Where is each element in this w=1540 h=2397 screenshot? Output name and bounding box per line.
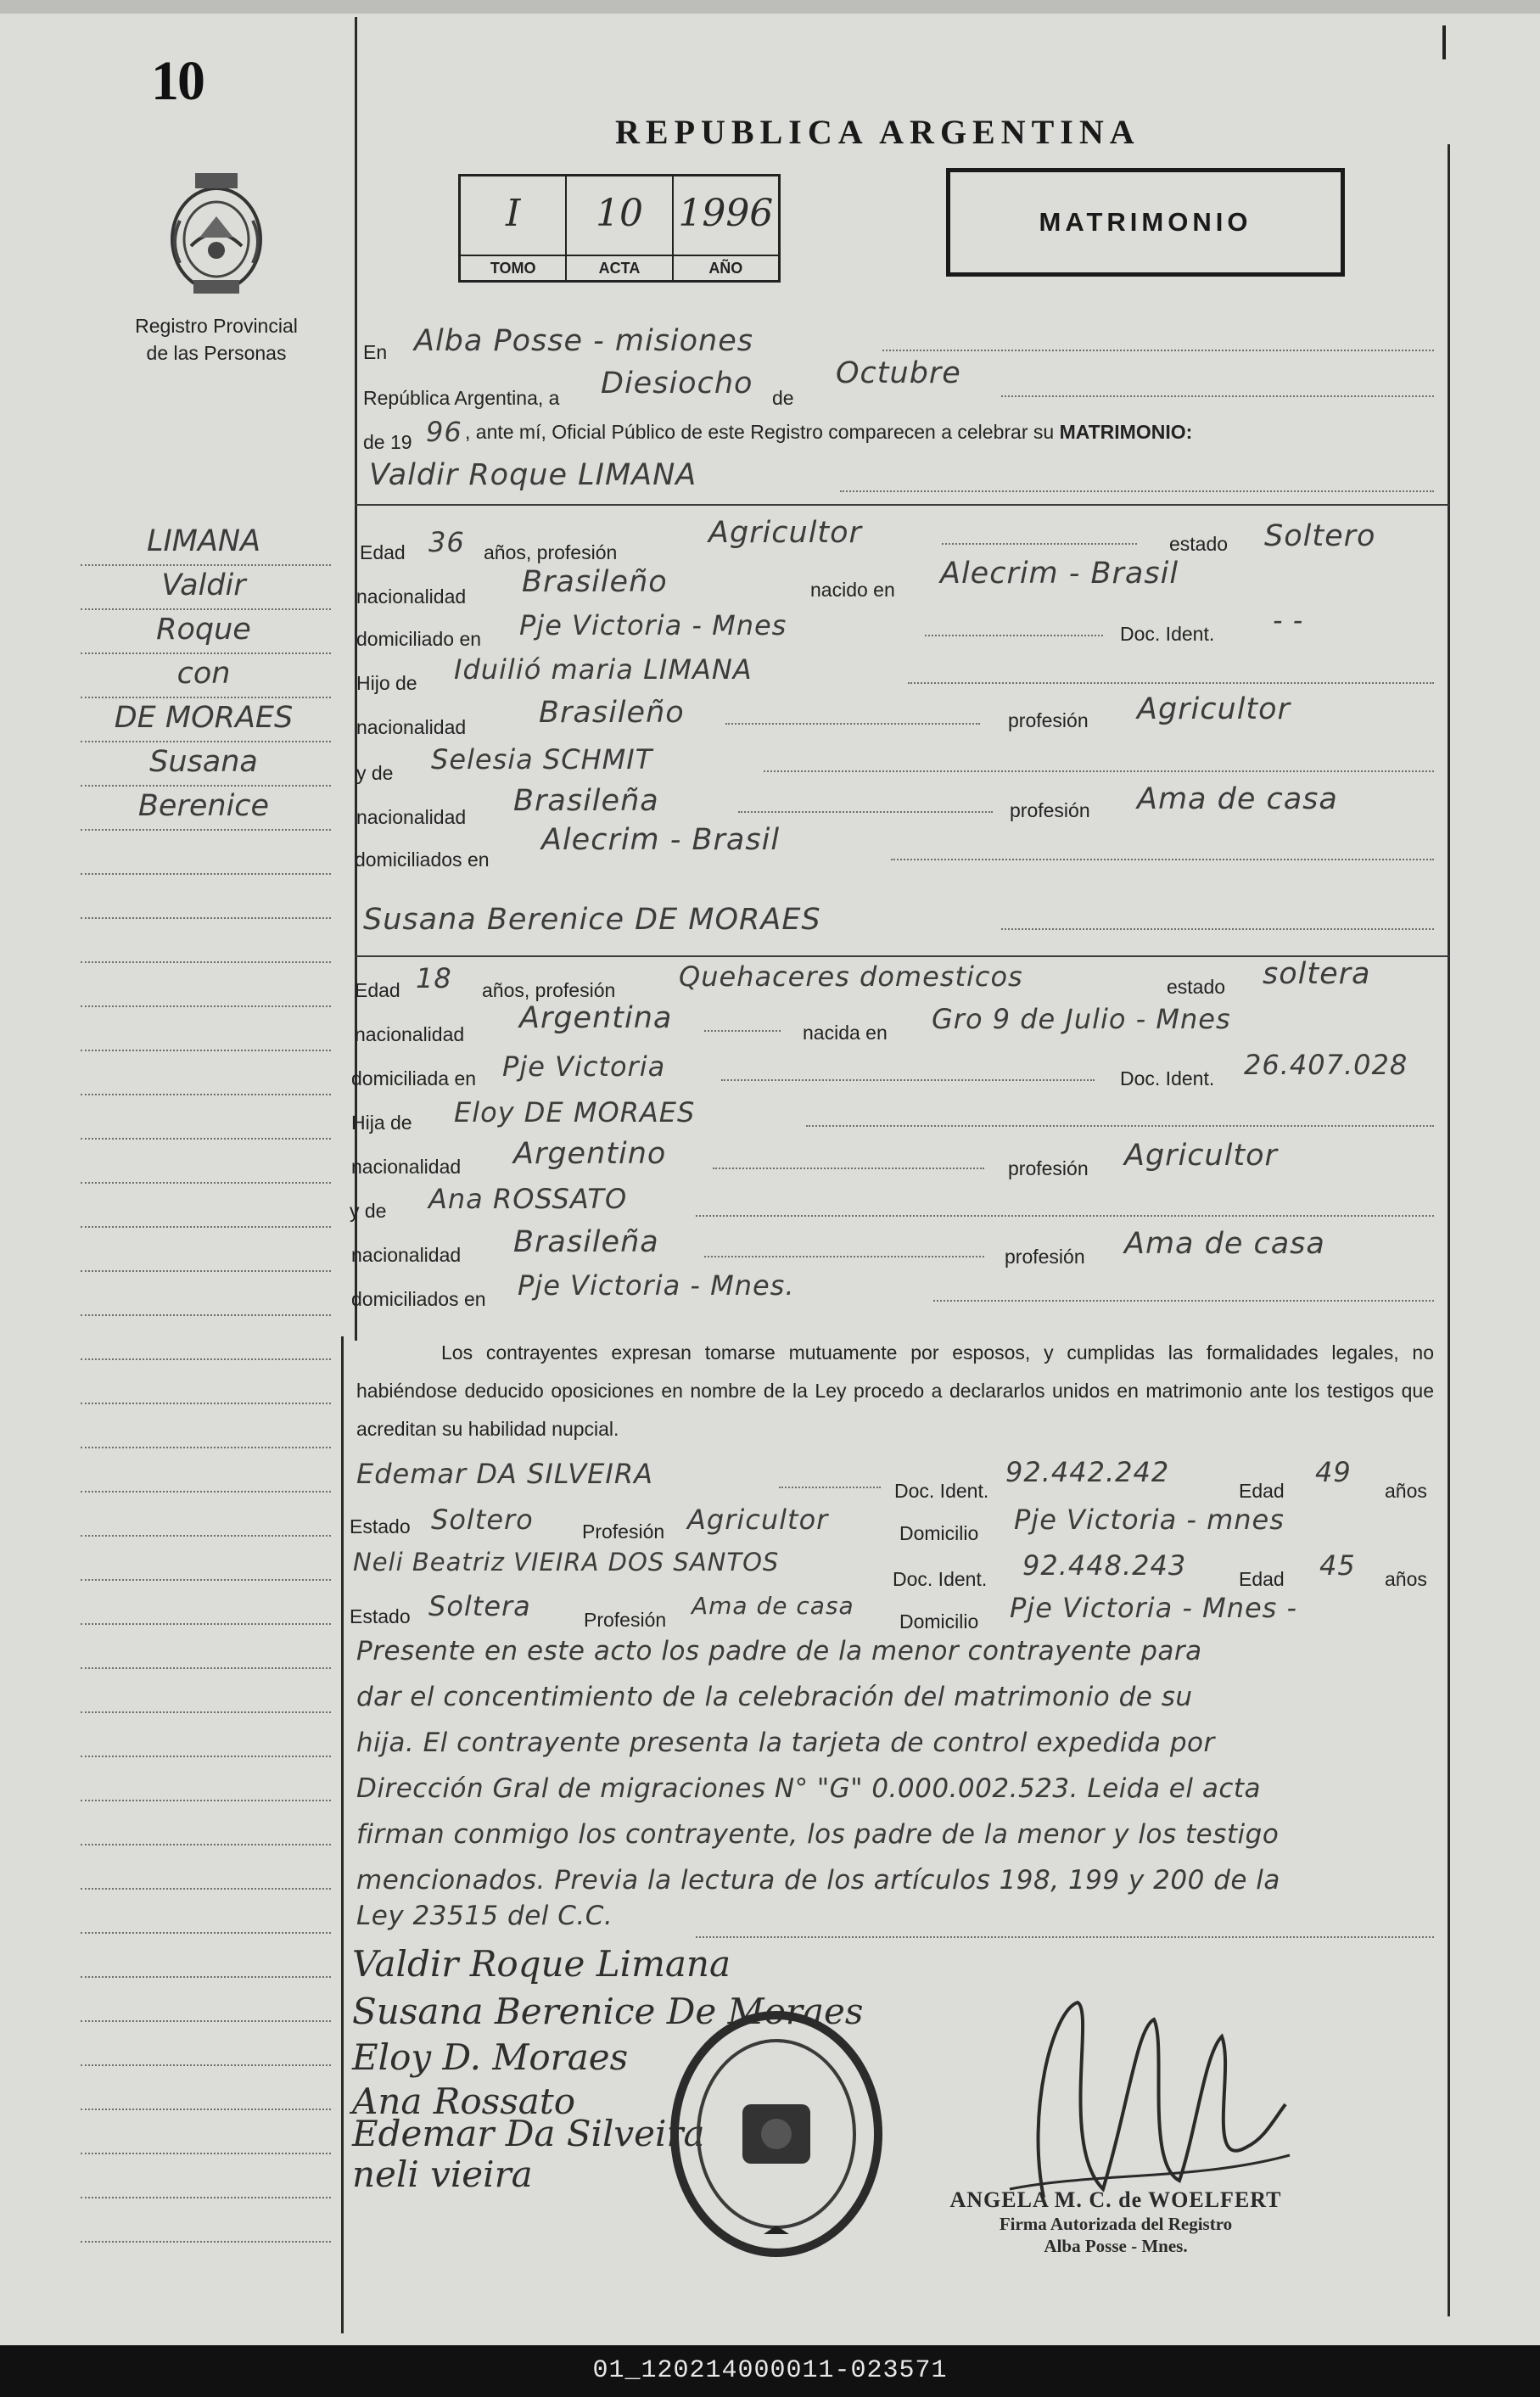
statement [465,421,1192,444]
margin-ruled-line [81,785,331,787]
page-number: 10 [151,50,204,112]
tomo-label: TOMO [461,255,565,280]
registry-line-2: de las Personas [146,342,287,364]
groom-estado: Soltero [1264,519,1376,553]
margin-ruled-line [81,829,331,831]
signature-groom: Valdir Roque Limana [352,1943,731,1985]
groom-doc: - - [1273,604,1304,636]
margin-ruled-line [81,1800,331,1801]
margin-rule-lower [341,1336,344,2333]
reference-box [458,174,781,283]
groom-parents-dom: Alecrim - Brasil [541,823,781,857]
margin-ruled-line [81,2109,331,2110]
margin-ruled-line [81,2153,331,2154]
witness-2-edad: 45 [1319,1549,1356,1582]
witness-1-estado-label: Estado [350,1515,411,1537]
margin-ruled-line [81,741,331,742]
groom-dom-label: domiciliado en [356,628,482,650]
witness-1-profesion: Agricultor [687,1504,829,1536]
acta-value: 10 [595,192,643,235]
signature-witness-2: neli vieira [352,2153,533,2195]
rule [725,723,980,725]
witness-1-dom-label: Domicilio [899,1522,979,1544]
rule [925,635,1103,636]
margin-ruled-line [81,1138,331,1140]
margin-ruled-line [81,917,331,919]
witness-1-domicilio: Pje Victoria - mnes [1014,1504,1285,1536]
statement-text: , ante mí, Oficial Público de este Registro comparecen a celebrar su [465,421,1055,443]
registry-name [93,312,339,367]
groom-father: Iduilió maria LIMANA [454,653,753,686]
bride-father-prof: Agricultor [1124,1139,1278,1173]
ano-value: 1996 [678,192,774,235]
signature-bride: Susana Berenice De Moraes [352,1991,864,2032]
bride-mother-prof-label: profesión [1005,1246,1085,1268]
groom-mother: Selesia SCHMIT [431,743,653,776]
bride-nac-label: nacionalidad [355,1023,465,1045]
observation-line: dar el concentimiento de la celebración del matrimonio de su [356,1682,1193,1712]
groom-father-nac: Brasileño [539,696,685,730]
rule [704,1256,984,1257]
groom-nacionalidad: Brasileño [522,565,668,599]
margin-note-line: Berenice [137,789,270,823]
signature-bride-father: Eloy D. Moraes [352,2036,629,2078]
tomo-value: I [505,192,521,235]
country-heading: REPUBLICA ARGENTINA [615,113,1140,151]
bride-profesion: Quehaceres domesticos [679,960,1023,993]
bride-name: Susana Berenice DE MORAES [363,903,821,937]
margin-ruled-line [81,1226,331,1228]
margin-ruled-line [81,1711,331,1713]
groom-mother-nac-label: nacionalidad [356,806,467,828]
observation-line: firman conmigo los contrayente, los padre de la menor y los testigo [356,1819,1280,1850]
witness-1-estado: Soltero [431,1504,534,1536]
groom-profesion: Agricultor [708,516,862,550]
bride-parents-dom: Pje Victoria - Mnes. [518,1269,795,1302]
witness-2-domicilio: Pje Victoria - Mnes - [1010,1592,1298,1624]
groom-doc-label: Doc. Ident. [1120,623,1215,645]
bride-dom-label: domiciliada en [351,1067,477,1089]
groom-estado-label: estado [1169,533,1229,555]
margin-ruled-line [81,1094,331,1095]
rule [1001,395,1434,397]
margin-ruled-line [81,652,331,654]
rule [764,770,1434,772]
rule [696,1936,1434,1938]
witness-1-edad-label: Edad [1239,1480,1285,1502]
record-type-box: MATRIMONIO [946,168,1345,277]
margin-note-line: DE MORAES [114,701,294,735]
rule [696,1215,1434,1217]
bride-mother-prof: Ama de casa [1124,1227,1325,1261]
bride-profesion-label: años, profesión [482,979,616,1001]
witness-1-edad: 49 [1315,1456,1352,1488]
groom-domicilio: Pje Victoria - Mnes [519,609,787,641]
margin-ruled-line [81,961,331,963]
bride-father: Eloy DE MORAES [454,1096,696,1128]
official-role: Firma Autorizada del Registro [999,2214,1233,2234]
en-label: En [363,341,388,363]
signature-witness-1: Edemar Da Silveira [352,2113,705,2154]
witness-2-estado-label: Estado [350,1605,411,1627]
year-suffix: 96 [426,416,462,448]
margin-mark [1442,25,1446,59]
margin-ruled-line [81,608,331,610]
margin-ruled-line [81,873,331,875]
bride-nacionalidad: Argentina [519,1001,673,1035]
rule [933,1300,1434,1302]
rule [882,350,1434,351]
signature-bride-mother: Ana Rossato [352,2081,575,2122]
republica-label: República Argentina, a [363,387,560,409]
bride-mother-nac-label: nacionalidad [351,1244,462,1266]
witness-2-profesion: Ama de casa [692,1592,854,1620]
groom-father-prof-label: profesión [1008,709,1089,731]
bride-father-label: Hija de [351,1112,412,1134]
bride-father-nac-label: nacionalidad [351,1156,462,1178]
margin-ruled-line [81,2197,331,2198]
observation-line: Ley 23515 del C.C. [356,1901,613,1931]
groom-mother-prof: Ama de casa [1137,782,1338,816]
bride-mother-nac: Brasileña [513,1225,659,1259]
rule [704,1030,781,1032]
witness-2-prof-label: Profesión [584,1609,667,1631]
bride-nacida-label: nacida en [803,1022,888,1044]
margin-note-line: Susana [149,745,258,779]
groom-mother-label: y de [356,762,394,784]
margin-ruled-line [81,1844,331,1845]
margin-ruled-line [81,1976,331,1978]
margin-ruled-line [81,1314,331,1316]
witness-1-prof-label: Profesión [582,1521,665,1543]
margin-ruled-line [81,1623,331,1625]
witness-2-anos-label: años [1385,1568,1427,1590]
margin-ruled-line [81,2020,331,2022]
groom-nacido: Alecrim - Brasil [940,557,1179,591]
day-value: Diesiocho [601,367,753,400]
groom-mother-nac: Brasileña [513,784,659,818]
margin-ruled-line [81,1535,331,1537]
rule [908,682,1434,684]
official-name: ANGELA M. C. de WOELFERT [949,2187,1282,2212]
margin-ruled-line [81,1932,331,1934]
scan-id-footer: 01_120214000011-023571 [0,2345,1540,2397]
registry-line-1: Registro Provincial [135,315,298,337]
registry-stamp-icon [662,1998,891,2261]
margin-ruled-line [81,564,331,566]
margin-note-line: Valdir [161,568,246,602]
margin-note-line: Roque [156,613,251,647]
bride-edad: 18 [416,962,452,994]
margin-ruled-line [81,1888,331,1890]
margin-ruled-line [81,1447,331,1448]
official-block [933,2187,1298,2257]
rule [891,859,1434,860]
margin-ruled-line [81,1667,331,1669]
margin-ruled-line [81,1579,331,1581]
official-office: Alba Posse - Mnes. [1044,2236,1188,2256]
margin-ruled-line [81,1403,331,1404]
acta-cell [567,176,673,280]
margin-ruled-line [81,1050,331,1051]
tomo-cell [461,176,567,280]
acta-label: ACTA [567,255,671,280]
groom-mother-prof-label: profesión [1010,799,1090,821]
bride-father-nac: Argentino [513,1137,667,1171]
bride-domicilio: Pje Victoria [502,1050,666,1083]
margin-ruled-line [81,1005,331,1007]
ano-label: AÑO [674,255,778,280]
bride-doc-label: Doc. Ident. [1120,1067,1215,1089]
margin-ruled-line [81,2241,331,2243]
margin-note-line: LIMANA [146,524,261,558]
witness-2-dom-label: Domicilio [899,1610,979,1633]
margin-ruled-line [81,1491,331,1493]
de-label: de [772,387,794,409]
observation-line: Presente en este acto los padre de la menor contrayente para [356,1636,1202,1666]
declaration-text: Los contrayentes expresan tomarse mutuamente por esposos, y cumplidas las formalidades legales, no habiéndose deducido oposiciones en nombre de la Ley procedo a declararlos unidos en matrimonio ante los testigos que acreditan su habilidad nupcial. [356,1341,1434,1440]
rule [942,543,1137,545]
margin-note-line: con [176,657,231,691]
margin-ruled-line [81,2064,331,2066]
groom-nac-label: nacionalidad [356,585,467,608]
section-rule [355,504,1449,506]
rule [738,811,993,813]
bride-doc: 26.407.028 [1244,1049,1408,1081]
rule [713,1168,984,1169]
witness-1-doc-label: Doc. Ident. [894,1480,989,1502]
margin-ruled-line [81,1358,331,1360]
statement-bold: MATRIMONIO: [1059,421,1193,443]
ano-cell [674,176,778,280]
witness-1-anos-label: años [1385,1480,1427,1502]
witness-1-doc: 92.442.242 [1005,1456,1170,1488]
right-rule [1448,144,1450,2316]
year-prefix: de 19 [363,431,412,453]
margin-ruled-line [81,1182,331,1184]
groom-edad-label: Edad [360,541,406,563]
groom-father-nac-label: nacionalidad [356,716,467,738]
witness-2-doc-label: Doc. Ident. [893,1568,988,1590]
margin-ruled-line [81,1756,331,1757]
witness-1-name: Edemar DA SILVEIRA [356,1458,653,1490]
place-value: Alba Posse - misiones [414,324,754,358]
margin-ruled-line [81,697,331,698]
observation-line: Dirección Gral de migraciones N° "G" 0.000.002.523. Leida el acta [356,1773,1262,1804]
bride-mother-label: y de [350,1200,387,1222]
groom-edad: 36 [428,526,465,558]
provincial-seal-icon [161,170,272,297]
rule [806,1125,1434,1127]
groom-name: Valdir Roque LIMANA [369,458,697,492]
witness-2-doc: 92.448.243 [1022,1549,1187,1582]
bride-estado: soltera [1263,957,1371,991]
observation-line: hija. El contrayente presenta la tarjeta de control expedida por [356,1728,1215,1758]
bride-mother: Ana ROSSATO [428,1183,628,1215]
groom-father-label: Hijo de [356,672,417,694]
bride-parents-dom-label: domiciliados en [351,1288,486,1310]
witness-2-edad-label: Edad [1239,1568,1285,1590]
rule [779,1487,881,1488]
bride-edad-label: Edad [355,979,400,1001]
margin-ruled-line [81,1270,331,1272]
bride-estado-label: estado [1167,976,1226,998]
groom-nacido-label: nacido en [810,579,895,601]
bride-father-prof-label: profesión [1008,1157,1089,1179]
page-edge [0,0,1540,14]
groom-parents-dom-label: domiciliados en [355,848,490,871]
rule [1001,928,1434,930]
witness-2-estado: Soltera [428,1590,531,1622]
groom-father-prof: Agricultor [1137,692,1291,726]
rule [721,1079,1095,1081]
rule [840,490,1434,492]
observation-line: mencionados. Previa la lectura de los artículos 198, 199 y 200 de la [356,1865,1280,1896]
bride-nacida: Gro 9 de Julio - Mnes [932,1003,1231,1035]
witness-2-name: Neli Beatriz VIEIRA DOS SANTOS [353,1548,780,1577]
month-value: Octubre [836,356,961,390]
groom-profesion-label: años, profesión [484,541,618,563]
